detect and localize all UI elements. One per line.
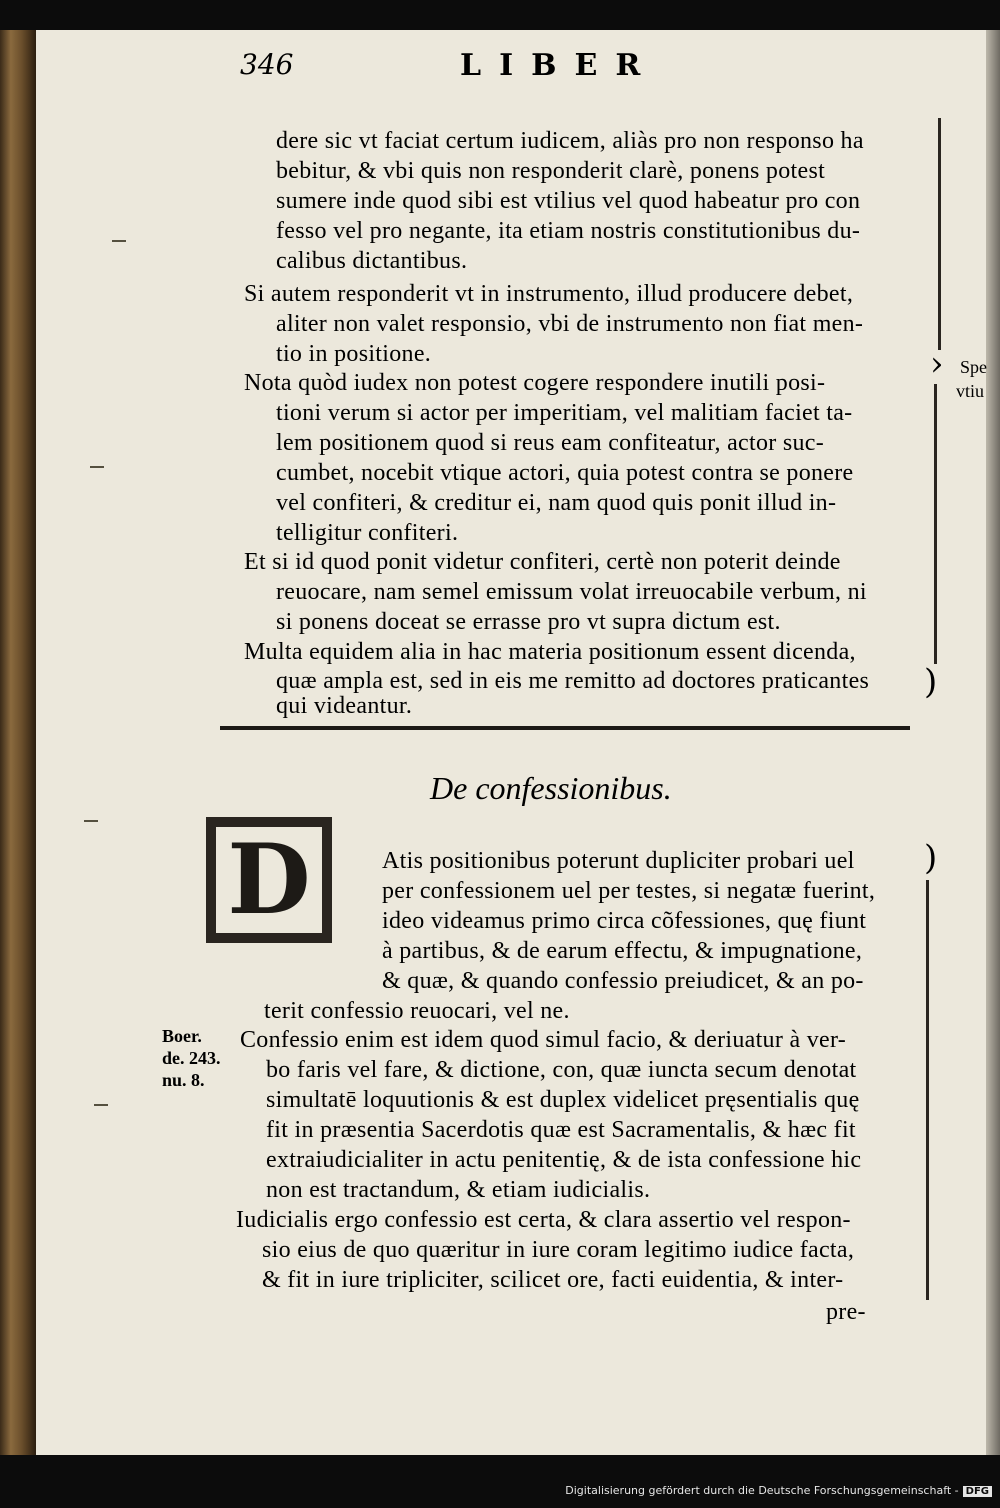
text-line: Multa equidem alia in hac materia positionum essent dicenda,	[244, 639, 856, 665]
text-line: calibus dictantibus.	[276, 248, 468, 274]
margin-mark	[84, 820, 98, 822]
margin-mark	[90, 466, 104, 468]
text-line: dere sic vt faciat certum iudicem, aliàs pro non responso ha	[276, 128, 864, 154]
text-line: tio in positione.	[276, 341, 432, 367]
text-line: sio eius de quo quæritur in iure coram legitimo iudice facta,	[262, 1237, 855, 1263]
text-line: tioni verum si actor per imperitiam, vel malitiam faciet ta-	[276, 400, 853, 426]
margin-brace: )	[924, 838, 938, 878]
text-line: Nota quòd iudex non potest cogere respondere inutili posi-	[244, 370, 826, 396]
digitization-footer	[565, 1484, 992, 1497]
text-line: non est tractandum, & etiam iudicialis.	[266, 1177, 651, 1203]
margin-note-line: Spe	[960, 357, 987, 377]
footer-text: Digitalisierung gefördert durch die Deutsche Forschungsgemeinschaft -	[565, 1484, 959, 1497]
text-line: Atis positionibus poterunt dupliciter probari uel	[382, 848, 855, 874]
text-line: lem positionem quod si reus eam confiteatur, actor suc-	[276, 430, 825, 456]
dfg-logo: DFG	[963, 1486, 992, 1497]
margin-note-line: vtiu	[956, 381, 985, 401]
text-line: terit confessio reuocari, vel ne.	[264, 998, 570, 1024]
book-spine	[0, 30, 36, 1455]
margin-bracket-line	[934, 384, 937, 664]
text-line: sumere inde quod sibi est vtilius vel quod habeatur pro con	[276, 188, 861, 214]
decorated-initial	[206, 817, 332, 943]
text-line: reuocare, nam semel emissum volat irreuocabile verbum, ni	[276, 579, 867, 605]
text-line: bo faris vel fare, & dictione, con, quæ iuncta secum denotat	[266, 1057, 857, 1083]
text-line: Confessio enim est idem quod simul facio, & deriuatur à ver-	[240, 1027, 847, 1053]
section-rule	[220, 726, 910, 730]
margin-note-line: nu. 8.	[162, 1070, 205, 1090]
text-line: ideo videamus primo circa cõfessiones, quę fiunt	[382, 908, 867, 934]
text-line: bebitur, & vbi quis non responderit clarè, ponens potest	[276, 158, 826, 184]
text-line: per confessionem uel per testes, si negatæ fuerint,	[382, 878, 876, 904]
text-line: quæ ampla est, sed in eis me remitto ad doctores praticantes	[276, 668, 870, 694]
catchword: pre-	[826, 1299, 866, 1325]
section-heading: De confessionibus.	[430, 770, 672, 806]
text-line: telligitur confiteri.	[276, 520, 459, 546]
text-line: & fit in iure tripliciter, scilicet ore, facti euidentia, & inter-	[262, 1267, 844, 1293]
text-line: qui videantur.	[276, 693, 413, 719]
margin-mark	[94, 1104, 108, 1106]
margin-bracket-line	[926, 880, 929, 1300]
text-line: Et si id quod ponit videtur confiteri, certè non poterit deinde	[244, 549, 841, 575]
text-line: extraiudicialiter in actu penitentię, & de ista confessione hic	[266, 1147, 862, 1173]
running-head: LIBER	[460, 48, 659, 83]
text-line: si ponens doceat se errasse pro vt supra dictum est.	[276, 609, 781, 635]
margin-note-line: Boer.	[162, 1026, 202, 1046]
text-line: Si autem responderit vt in instrumento, illud producere debet,	[244, 281, 854, 307]
text-line: vel confiteri, & creditur ei, nam quod quis ponit illud in-	[276, 490, 837, 516]
text-line: cumbet, nocebit vtique actori, quia potest contra se ponere	[276, 460, 854, 486]
initial-letter: D	[227, 823, 311, 936]
text-line: fit in præsentia Sacerdotis quæ est Sacramentalis, & hæc fit	[266, 1117, 856, 1143]
margin-note-line: de. 243.	[162, 1048, 221, 1068]
text-line: Iudicialis ergo confessio est certa, & clara assertio vel respon-	[236, 1207, 851, 1233]
margin-bracket-line	[938, 118, 941, 350]
text-line: & quæ, & quando confessio preiudicet, & an po-	[382, 968, 864, 994]
margin-brace: ›	[930, 344, 944, 384]
text-line: aliter non valet responsio, vbi de instrumento non fiat men-	[276, 311, 864, 337]
page-edge-shadow	[986, 30, 1000, 1455]
margin-mark	[112, 240, 126, 242]
text-line: fesso vel pro negante, ita etiam nostris constitutionibus du-	[276, 218, 861, 244]
text-line: simultatē loquutionis & est duplex videlicet pręsentialis quę	[266, 1087, 860, 1113]
page-number: 346	[240, 48, 294, 81]
text-line: à partibus, & de earum effectu, & impugnatione,	[382, 938, 863, 964]
margin-brace: )	[924, 662, 938, 702]
